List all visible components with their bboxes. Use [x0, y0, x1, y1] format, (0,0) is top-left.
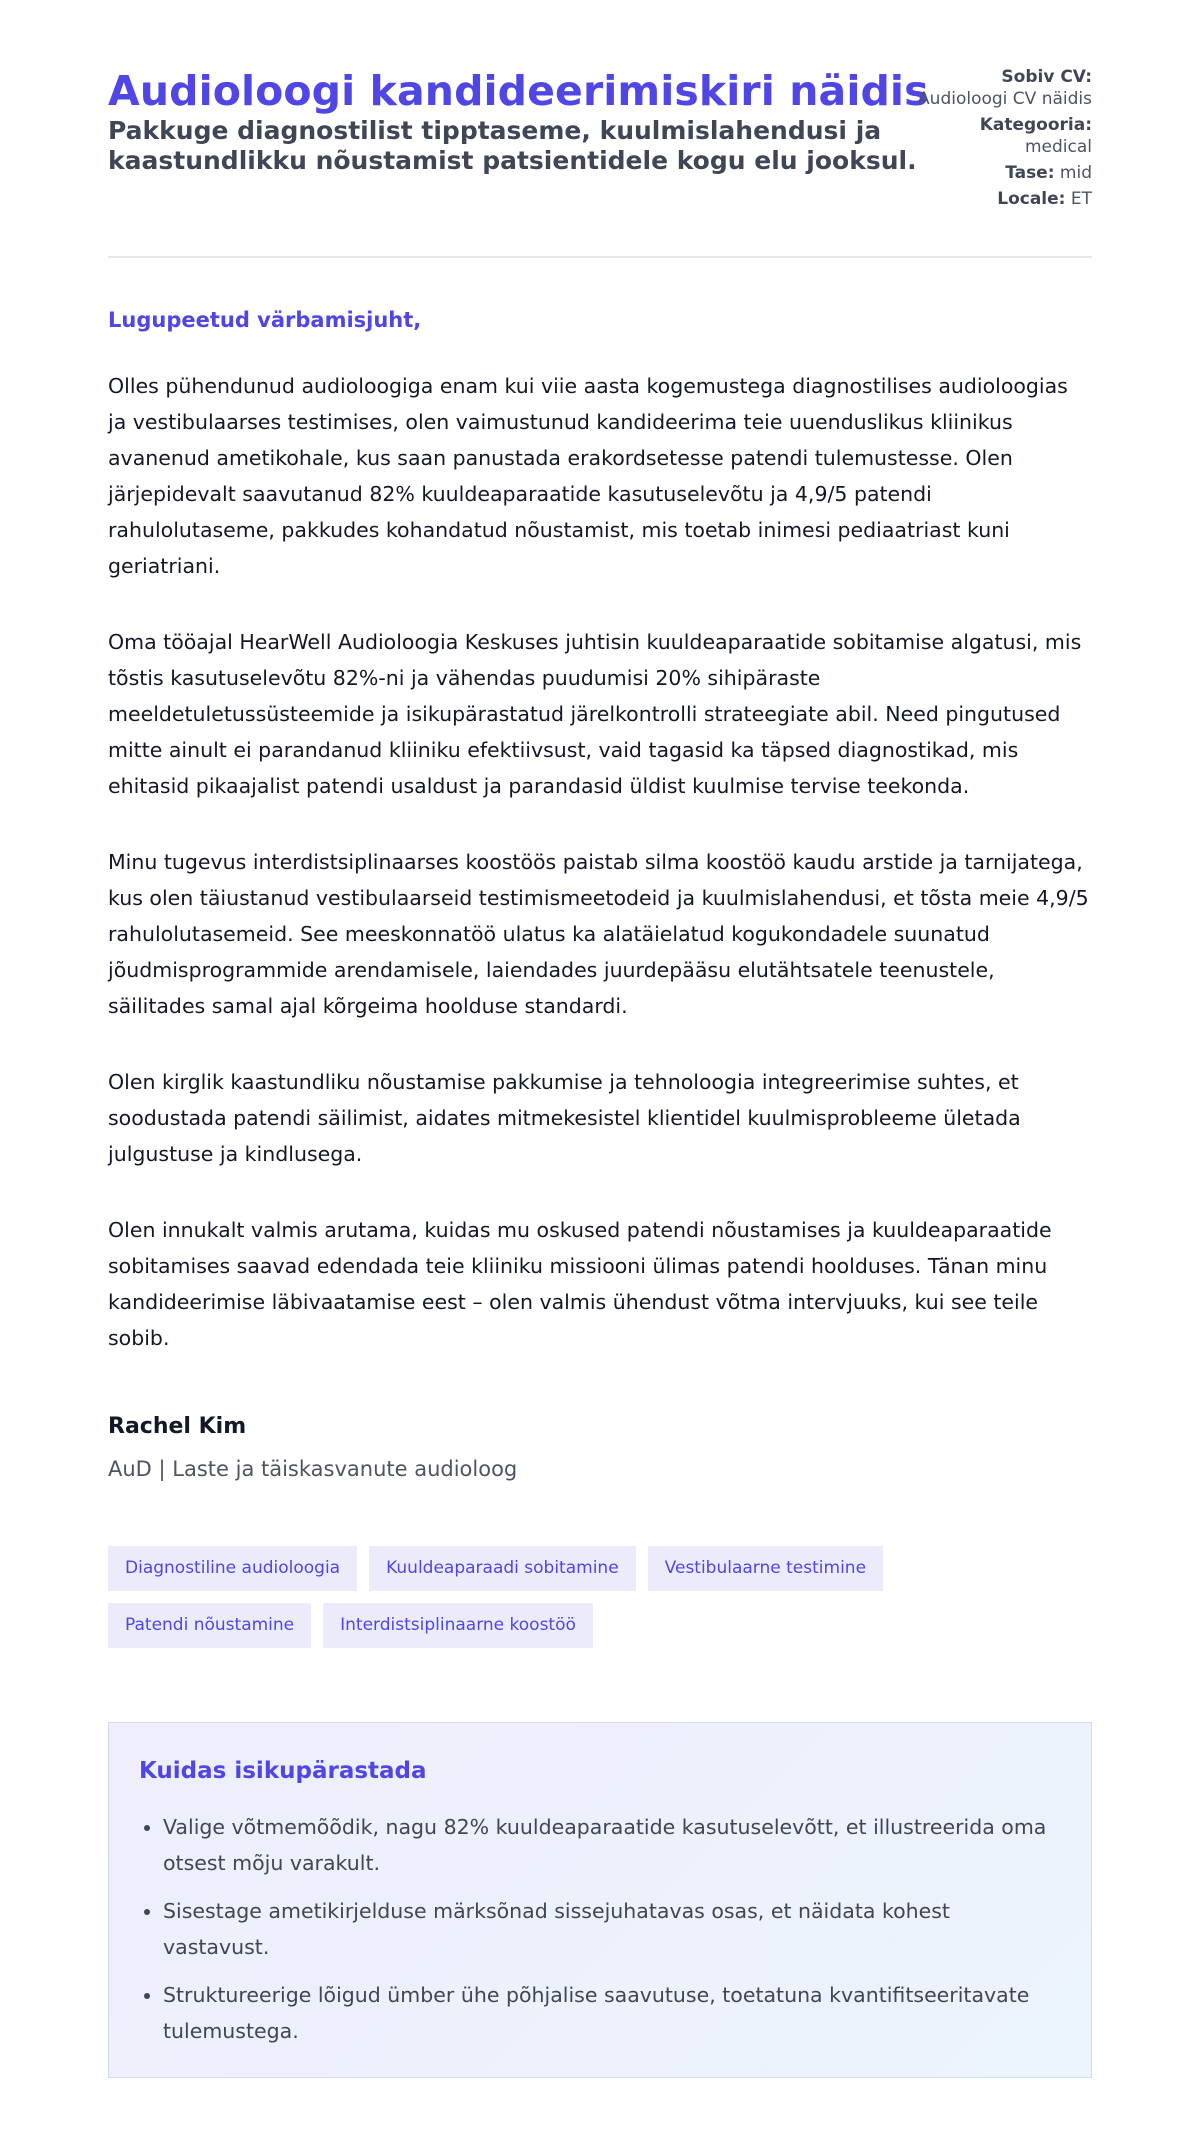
page-title: Audioloogi kandideerimiskiri näidis	[108, 67, 929, 115]
meta-cv-value: Audioloogi CV näidis	[918, 89, 1092, 109]
letter-paragraph: Olles pühendunud audioloogiga enam kui viie aasta kogemustega diagnostilises audioloogias ja vestibulaarses testimises, olen vaimustunud kandideerima teie uuenduslikus kliinikus avanenud ametikohale, kus saan panustada erakordsetesse patendi tulemustesse. Olen järjepidevalt saavutanud 82% kuuldeaparaatide kasutuselevõtu ja 4,9/5 patendi rahulolutaseme, pakkudes kohandatud nõustamist, mis toetab inimesi pediaatriast kuni geriatriani.	[108, 374, 1068, 578]
meta-locale-label: Locale:	[997, 189, 1066, 209]
skill-tag: Diagnostiline audioloogia	[108, 1546, 357, 1591]
page-header	[108, 0, 1092, 209]
meta-category-label: Kategooria:	[979, 115, 1092, 135]
signature-name: Rachel Kim	[108, 1414, 247, 1439]
letter-body	[108, 368, 1092, 1356]
skill-tags	[108, 1546, 1092, 1648]
meta-level	[892, 162, 1092, 184]
salutation: Lugupeetud värbamisjuht,	[108, 308, 422, 332]
meta-category-value: medical	[1024, 137, 1092, 157]
meta-panel	[892, 66, 1092, 214]
signature-title: AuD | Laste ja täiskasvanute audioloog	[108, 1457, 518, 1481]
signature-block	[108, 1412, 1092, 1484]
meta-level-label: Tase:	[1005, 163, 1055, 183]
tip-item: • Sisestage ametikirjelduse märksõnad sissejuhatavas osas, et näidata kohest vastavust.	[163, 1893, 1061, 1965]
tips-list	[139, 1809, 1061, 2049]
meta-category	[892, 114, 1092, 158]
page-subtitle: Pakkuge diagnostilist tipptaseme, kuulmislahendusi ja kaastundlikku nõustamist patsientidele kogu elu jooksul.	[108, 116, 917, 175]
tips-title: Kuidas isikupärastada	[139, 1758, 427, 1784]
letter-paragraph: Olen kirglik kaastundliku nõustamise pakkumise ja tehnoloogia integreerimise suhtes, et soodustada patendi säilimist, aidates mitmekesistel klientidel kuulmisprobleeme ületada julgustuse ja kindlusega.	[108, 1070, 1021, 1166]
skill-tag: Kuuldeaparaadi sobitamine	[369, 1546, 636, 1591]
tip-item: • Struktureerige lõigud ümber ühe põhjalise saavutuse, toetatuna kvantifitseeritavate tulemustega.	[163, 1977, 1061, 2049]
skill-tag: Interdistsiplinaarne koostöö	[323, 1603, 593, 1648]
skill-tag: Patendi nõustamine	[108, 1603, 311, 1648]
meta-locale-value: ET	[1070, 189, 1092, 209]
personalize-tips-box	[108, 1722, 1092, 2078]
letter-paragraph: Minu tugevus interdistsiplinaarses koostöös paistab silma koostöö kaudu arstide ja tarnijatega, kus olen täiustanud vestibulaarseid testimismeetodeid ja kuulmislahendusi, et tõsta meie 4,9/5 rahulolutasemeid. See meeskonnatöö ulatus ka alatäielatud kogukondadele suunatud jõudmisprogrammide arendamisele, laiendades juurdepääsu elutähtsatele teenustele, säilitades samal ajal kõrgeima hoolduse standardi.	[108, 850, 1089, 1018]
skill-tag: Vestibulaarne testimine	[648, 1546, 883, 1591]
meta-cv-label: Sobiv CV:	[1001, 67, 1092, 87]
letter-paragraph: Olen innukalt valmis arutama, kuidas mu oskused patendi nõustamises ja kuuldeaparaatide sobitamises saavad edendada teie kliiniku missiooni ülimas patendi hoolduses. Tänan minu kandideerimise läbivaatamise eest – olen valmis ühendust võtma intervjuuks, kui see teile sobib.	[108, 1218, 1052, 1350]
meta-level-value: mid	[1059, 163, 1092, 183]
meta-locale	[892, 188, 1092, 210]
meta-cv	[892, 66, 1092, 110]
letter-paragraph: Oma tööajal HearWell Audioloogia Keskuses juhtisin kuuldeaparaatide sobitamise algatusi, mis tõstis kasutuselevõtu 82%-ni ja vähendas puudumisi 20% sihipäraste meeldetuletussüsteemide ja isikupärastatud järelkontrolli strateegiate abil. Need pingutused mitte ainult ei parandanud kliiniku efektiivsust, vaid tagasid ka täpsed diagnostikad, mis ehitasid pikaajalist patendi usaldust ja parandasid üldist kuulmise tervise teekonda.	[108, 630, 1082, 798]
tip-item: • Valige võtmemõõdik, nagu 82% kuuldeaparaatide kasutuselevõtt, et illustreerida oma otsest mõju varakult.	[163, 1809, 1061, 1881]
